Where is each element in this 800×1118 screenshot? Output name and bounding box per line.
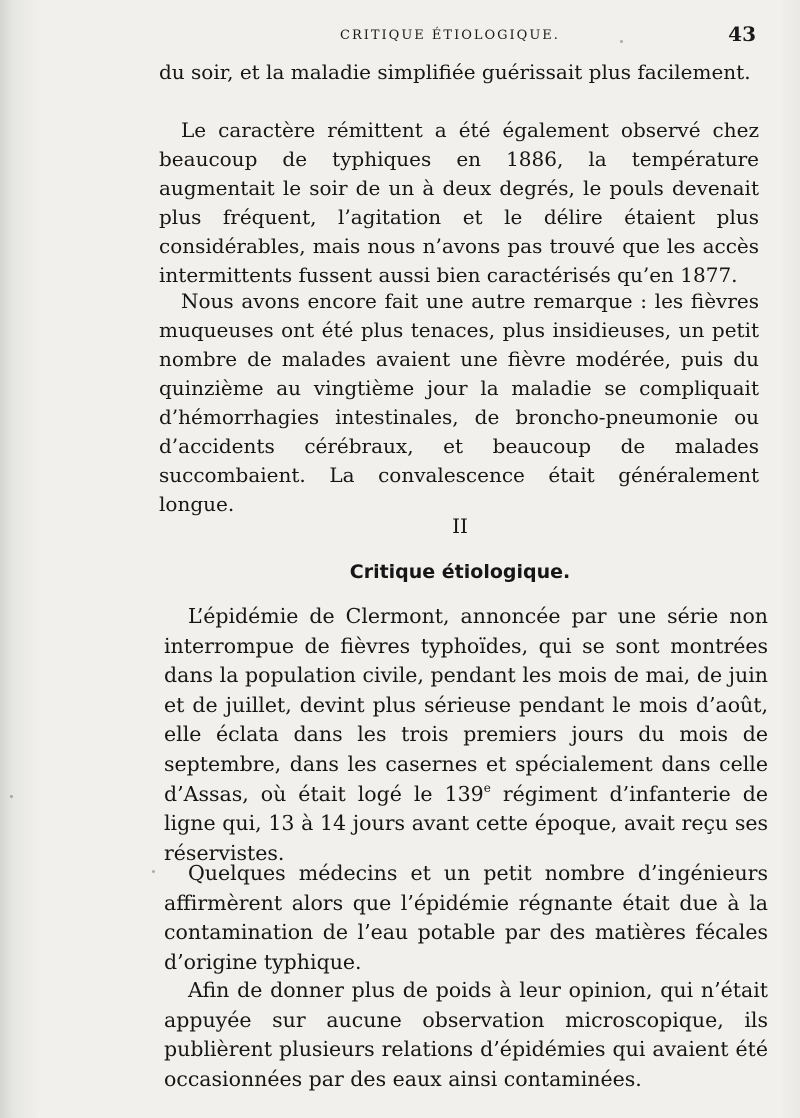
paragraph-4-part-1: L’épidémie de Clermont, annoncée par une série non interrompue de fièvres typhoïdes, qui se sont montrées dans la population civile, pendant les mois de mai, de juin et de juillet, devint plus sérieuse pendant le mois d’août, elle éclata dans les trois premiers jours du mois de septembre, dans les casernes et spécialement dans celle d’Assas, où était logé le 139 xyxy=(164,604,768,806)
paragraph-3: Nous avons encore fait une autre remarque : les fièvres muqueuses ont été plus tenaces, plus insidieuses, un petit nombre de malades avaient une fièvre modérée, puis du quinzième au vingtième jour la maladie se compliquait d’hémorrhagies intestinales, de broncho-pneumonie ou d’accidents cérébraux, et beaucoup de malades succombaient. La convalescence était généralement longue. xyxy=(159,289,759,516)
paper-speck xyxy=(152,870,155,873)
paragraph-5: Quelques médecins et un petit nombre d’ingénieurs affirmèrent alors que l’épidémie régnante était due à la contamination de l’eau potable par des matières fécales d’origine typhique. xyxy=(164,861,768,974)
paragraph-2: Le caractère rémittent a été également observé chez beaucoup de typhiques en 1886, la température augmentait le soir de un à deux degrés, le pouls devenait plus fréquent, l’agitation et le délire étaient plus considérables, mais nous n’avons pas trouvé que les accès intermittents fussent aussi bien caractérisés qu’en 1877. xyxy=(159,118,759,287)
ordinal-superscript: e xyxy=(483,780,491,795)
paragraph-1: du soir, et la maladie simplifiée guérissait plus facilement. xyxy=(159,60,751,84)
paragraph-4-part-2: régiment d’infanterie de ligne qui, 13 à 14 jours avant cette époque, avait reçu ses réservistes. xyxy=(164,781,768,865)
running-title: CRITIQUE ÉTIOLOGIQUE. xyxy=(340,28,560,43)
paper-speck xyxy=(10,795,13,798)
running-head xyxy=(158,22,756,46)
paper-speck xyxy=(620,40,623,43)
page-number: 43 xyxy=(728,22,756,46)
paragraph-6: Afin de donner plus de poids à leur opinion, qui n’était appuyée sur aucune observation microscopique, ils publièrent plusieurs relations d’épidémies qui avaient été occasionnées par des eaux ainsi contaminées. xyxy=(164,978,768,1091)
section-title: Critique étiologique. xyxy=(349,561,571,583)
section-numeral: II xyxy=(452,514,468,538)
paragraph-4 xyxy=(164,602,768,868)
